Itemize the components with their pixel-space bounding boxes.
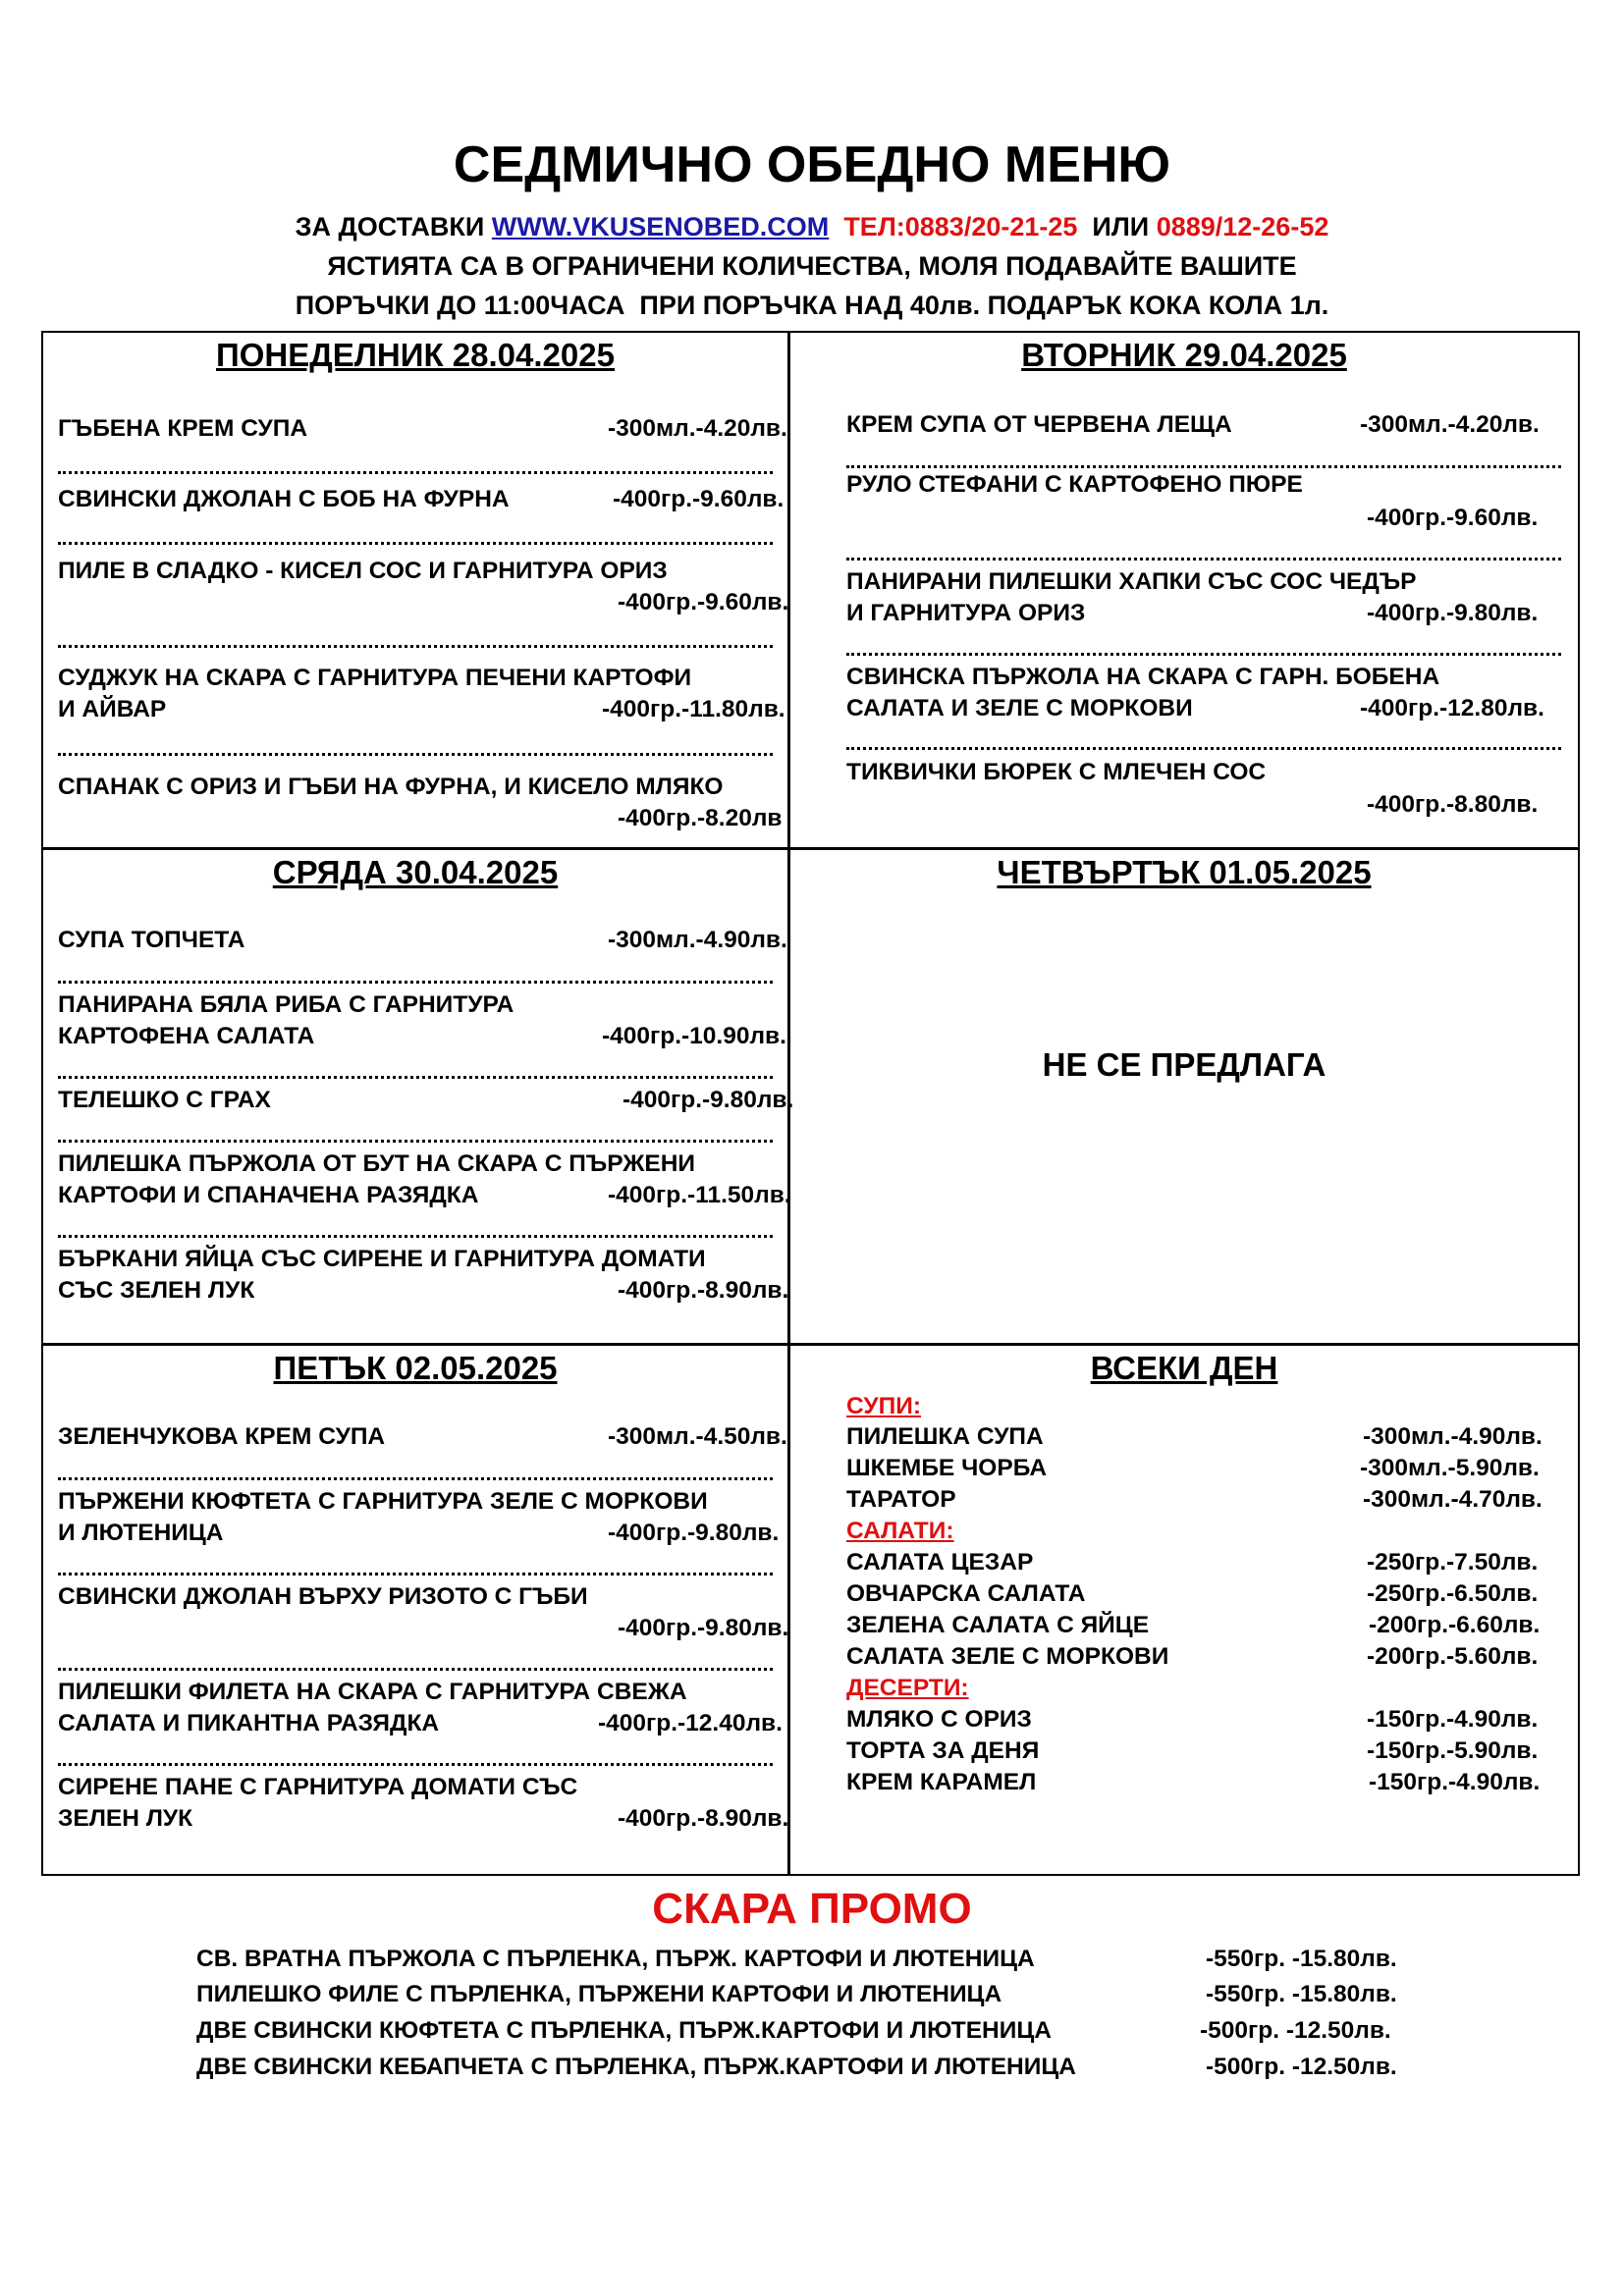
menu-item-name: ТЕЛЕШКО С ГРАХ <box>58 1087 271 1113</box>
menu-item-price: -400гр.-11.80лв. <box>602 696 785 722</box>
menu-item-name: КРЕМ СУПА ОТ ЧЕРВЕНА ЛЕЩА <box>846 411 1232 438</box>
menu-item-price: -400гр.-9.80лв. <box>623 1087 794 1113</box>
menu-item-price: -400гр.-9.80лв. <box>618 1615 789 1641</box>
menu-item-name: ПИЛЕ В СЛАДКО - КИСЕЛ СОС И ГАРНИТУРА ОРИЗ <box>58 558 668 584</box>
day-title-friday: ПЕТЪК 02.05.2025 <box>273 1350 558 1386</box>
menu-item-name-2: САЛАТА И ПИКАНТНА РАЗЯДКА <box>58 1710 440 1736</box>
menu-item-name: ТАРАТОР <box>846 1486 956 1513</box>
website-link[interactable]: WWW.VKUSENOBED.COM <box>491 212 830 241</box>
menu-item-price: -150гр.-4.90лв. <box>1369 1769 1541 1795</box>
friday-cell <box>43 1346 787 1874</box>
menu-item-name: ОВЧАРСКА САЛАТА <box>846 1580 1086 1607</box>
menu-item-price: -400гр.-9.60лв. <box>1367 505 1539 531</box>
menu-item-price: -400гр.-8.90лв. <box>618 1277 789 1304</box>
delivery-line <box>0 212 1624 242</box>
menu-item-price: -150гр.-5.90лв. <box>1367 1737 1539 1764</box>
promo-item-name: ПИЛЕШКО ФИЛЕ С ПЪРЛЕНКА, ПЪРЖЕНИ КАРТОФИ И ЛЮТЕНИЦА <box>196 1981 1002 2007</box>
divider <box>58 1477 773 1480</box>
menu-item-price: -400гр.-10.90лв. <box>602 1023 786 1049</box>
menu-item-name: ПИЛЕШКА ПЪРЖОЛА ОТ БУТ НА СКАРА С ПЪРЖЕНИ <box>58 1150 695 1177</box>
divider <box>846 747 1561 750</box>
menu-item-name: ПИЛЕШКИ ФИЛЕТА НА СКАРА С ГАРНИТУРА СВЕЖА <box>58 1679 687 1705</box>
menu-item-price: -150гр.-4.90лв. <box>1367 1706 1539 1733</box>
divider <box>58 753 773 756</box>
menu-item-price: -400гр.-8.80лв. <box>1367 791 1539 818</box>
menu-item-name-2: И АЙВАР <box>58 696 167 722</box>
or-label: ИЛИ <box>1092 212 1150 241</box>
divider <box>846 465 1561 468</box>
menu-item-name: СВИНСКИ ДЖОЛАН С БОБ НА ФУРНА <box>58 486 510 512</box>
monday-cell <box>43 333 787 847</box>
delivery-label: ЗА ДОСТАВКИ <box>295 212 485 241</box>
promo-item-price: -550гр. -15.80лв. <box>1206 1981 1397 2007</box>
menu-item-name: ЗЕЛЕНЧУКОВА КРЕМ СУПА <box>58 1423 386 1450</box>
menu-item-name: ПАНИРАНА БЯЛА РИБА С ГАРНИТУРА <box>58 991 514 1018</box>
tuesday-cell <box>790 333 1578 847</box>
promo-item-price: -550гр. -15.80лв. <box>1206 1946 1397 1972</box>
menu-item-price: -200гр.-6.60лв. <box>1369 1612 1541 1638</box>
salads-label: САЛАТИ: <box>846 1518 954 1544</box>
menu-item-name: СВИНСКА ПЪРЖОЛА НА СКАРА С ГАРН. БОБЕНА <box>846 664 1440 690</box>
menu-item-name: ПАНИРАНИ ПИЛЕШКИ ХАПКИ СЪС СОС ЧЕДЪР <box>846 568 1417 595</box>
divider <box>58 542 773 545</box>
menu-item-price: -400гр.-12.80лв. <box>1360 695 1544 721</box>
divider <box>58 1235 773 1238</box>
menu-item-name: ГЪБЕНА КРЕМ СУПА <box>58 415 308 442</box>
menu-item-price: -400гр.-8.90лв. <box>618 1805 789 1832</box>
divider <box>58 1140 773 1143</box>
menu-item-price: -300мл.-5.90лв. <box>1360 1455 1540 1481</box>
menu-item-name-2: И ЛЮТЕНИЦА <box>58 1520 224 1546</box>
divider <box>58 1076 773 1079</box>
menu-item-name-2: САЛАТА И ЗЕЛЕ С МОРКОВИ <box>846 695 1193 721</box>
day-title-wednesday: СРЯДА 30.04.2025 <box>272 854 559 890</box>
menu-item-name: ТИКВИЧКИ БЮРЕК С МЛЕЧЕН СОС <box>846 759 1267 785</box>
menu-item-name: СВИНСКИ ДЖОЛАН ВЪРХУ РИЗОТО С ГЪБИ <box>58 1583 588 1610</box>
divider <box>58 1668 773 1671</box>
thursday-cell <box>790 850 1578 1343</box>
menu-item-name-2: ЗЕЛЕН ЛУК <box>58 1805 193 1832</box>
menu-item-price: -300мл.-4.20лв. <box>1360 411 1540 438</box>
desserts-label: ДЕСЕРТИ: <box>846 1675 969 1701</box>
menu-item-name: ПЪРЖЕНИ КЮФТЕТА С ГАРНИТУРА ЗЕЛЕ С МОРКОВИ <box>58 1488 708 1515</box>
menu-item-name: САЛАТА ЗЕЛЕ С МОРКОВИ <box>846 1643 1169 1670</box>
promo-item-price: -500гр. -12.50лв. <box>1200 2017 1391 2044</box>
menu-item-price: -400гр.-9.60лв. <box>618 589 789 615</box>
notice-line-2: ПОРЪЧКИ ДО 11:00ЧАСА ПРИ ПОРЪЧКА НАД 40лв. ПОДАРЪК КОКА КОЛА 1л. <box>295 291 1329 320</box>
menu-item-price: -400гр.-9.80лв. <box>608 1520 780 1546</box>
menu-item-price: -400гр.-11.50лв. <box>608 1182 791 1208</box>
menu-item-name: РУЛО СТЕФАНИ С КАРТОФЕНО ПЮРЕ <box>846 471 1303 498</box>
phone-1: ТЕЛ:0883/20-21-25 <box>843 212 1078 241</box>
menu-item-name: ТОРТА ЗА ДЕНЯ <box>846 1737 1040 1764</box>
day-title-tuesday: ВТОРНИК 29.04.2025 <box>1021 337 1347 373</box>
promo-item-name: СВ. ВРАТНА ПЪРЖОЛА С ПЪРЛЕНКА, ПЪРЖ. КАРТОФИ И ЛЮТЕНИЦА <box>196 1946 1035 1972</box>
menu-item-name-2: И ГАРНИТУРА ОРИЗ <box>846 600 1086 626</box>
menu-item-price: -400гр.-9.60лв. <box>613 486 785 512</box>
promo-item-name: ДВЕ СВИНСКИ КЮФТЕТА С ПЪРЛЕНКА, ПЪРЖ.КАРТОФИ И ЛЮТЕНИЦА <box>196 2017 1052 2044</box>
menu-item-price: -250гр.-6.50лв. <box>1367 1580 1539 1607</box>
promo-item-price: -500гр. -12.50лв. <box>1206 2054 1397 2080</box>
menu-item-name: МЛЯКО С ОРИЗ <box>846 1706 1032 1733</box>
everyday-cell <box>790 1346 1578 1874</box>
menu-item-name: КРЕМ КАРАМЕЛ <box>846 1769 1037 1795</box>
phone-2: 0889/12-26-52 <box>1156 212 1329 241</box>
menu-item-price: -400гр.-8.20лв <box>618 805 783 831</box>
menu-item-name-2: СЪС ЗЕЛЕН ЛУК <box>58 1277 255 1304</box>
menu-item-name: СУПА ТОПЧЕТА <box>58 927 245 953</box>
menu-item-name: ШКЕМБЕ ЧОРБА <box>846 1455 1048 1481</box>
divider <box>58 471 773 474</box>
menu-item-name: СУДЖУК НА СКАРА С ГАРНИТУРА ПЕЧЕНИ КАРТОФИ <box>58 665 692 691</box>
menu-item-price: -300мл.-4.90лв. <box>608 927 787 953</box>
divider <box>58 1573 773 1575</box>
menu-item-name: ЗЕЛЕНА САЛАТА С ЯЙЦЕ <box>846 1612 1150 1638</box>
wednesday-cell <box>43 850 794 1343</box>
menu-item-price: -300мл.-4.90лв. <box>1363 1423 1543 1450</box>
menu-item-name: СИРЕНЕ ПАНЕ С ГАРНИТУРА ДОМАТИ СЪС <box>58 1774 578 1800</box>
menu-item-price: -300мл.-4.70лв. <box>1363 1486 1543 1513</box>
not-offered-message: НЕ СЕ ПРЕДЛАГА <box>1042 1046 1326 1083</box>
promo-title: СКАРА ПРОМО <box>652 1885 972 1933</box>
day-title-thursday: ЧЕТВЪРТЪК 01.05.2025 <box>997 854 1372 890</box>
menu-item-name: САЛАТА ЦЕЗАР <box>846 1549 1034 1575</box>
menu-item-name: ПИЛЕШКА СУПА <box>846 1423 1044 1450</box>
menu-item-name: СПАНАК С ОРИЗ И ГЪБИ НА ФУРНА, И КИСЕЛО МЛЯКО <box>58 774 724 800</box>
soups-label: СУПИ: <box>846 1393 921 1419</box>
divider <box>58 981 773 984</box>
notice-line-1: ЯСТИЯТА СА В ОГРАНИЧЕНИ КОЛИЧЕСТВА, МОЛЯ ПОДАВАЙТЕ ВАШИТЕ <box>327 251 1297 281</box>
menu-item-price: -300мл.-4.50лв. <box>608 1423 787 1450</box>
menu-item-price: -250гр.-7.50лв. <box>1367 1549 1539 1575</box>
day-title-everyday: ВСЕКИ ДЕН <box>1090 1350 1278 1386</box>
page-title: СЕДМИЧНО ОБЕДНО МЕНЮ <box>453 136 1171 193</box>
menu-item-name-2: КАРТОФЕНА САЛАТА <box>58 1023 315 1049</box>
menu-item-price: -200гр.-5.60лв. <box>1367 1643 1539 1670</box>
menu-item-name-2: КАРТОФИ И СПАНАЧЕНА РАЗЯДКА <box>58 1182 479 1208</box>
day-title-monday: ПОНЕДЕЛНИК 28.04.2025 <box>216 337 615 373</box>
divider <box>58 1763 773 1766</box>
menu-item-price: -400гр.-12.40лв. <box>598 1710 783 1736</box>
promo-item-name: ДВЕ СВИНСКИ КЕБАПЧЕТА С ПЪРЛЕНКА, ПЪРЖ.КАРТОФИ И ЛЮТЕНИЦА <box>196 2054 1076 2080</box>
menu-item-price: -400гр.-9.80лв. <box>1367 600 1539 626</box>
divider <box>846 653 1561 656</box>
menu-item-price: -300мл.-4.20лв. <box>608 415 787 442</box>
divider <box>846 558 1561 561</box>
menu-item-name: БЪРКАНИ ЯЙЦА СЪС СИРЕНЕ И ГАРНИТУРА ДОМАТИ <box>58 1246 706 1272</box>
divider <box>58 645 773 648</box>
